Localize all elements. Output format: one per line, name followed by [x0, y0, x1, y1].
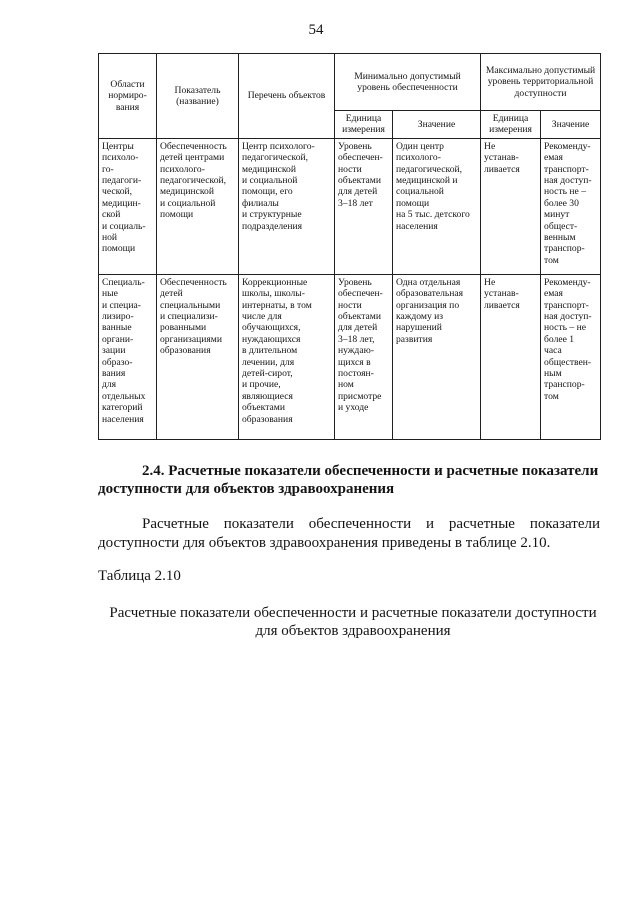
table-label: Таблица 2.10: [98, 568, 181, 584]
cell-text: Обеспеченность детей центрами психолого- педагогической, медицинской и социальной помощи: [160, 140, 227, 221]
cell-area: [99, 138, 157, 274]
cell-max-value: [541, 274, 601, 439]
header-max-unit: Единица измерения: [481, 111, 541, 139]
table-caption: Расчетные показатели обеспеченности и расчетные показатели доступности для объектов здравоохранения: [109, 605, 597, 639]
cell-text: Коррекционные школы, школы- интернаты, в том числе для обучающихся, нуждающихся в длительном лечении, для детей-сирот, и прочие, являющиеся объектами образования: [242, 276, 312, 425]
header-objects: Перечень объектов: [239, 54, 335, 139]
cell-text: Уровень обеспечен- ности объектами для детей 3–18 лет: [338, 140, 383, 209]
cell-objects: [239, 274, 335, 439]
cell-max-unit: [481, 274, 541, 439]
cell-text: Один центр психолого- педагогической, медицинской и социальной помощи на 5 тыс. детского населения: [396, 140, 470, 232]
cell-text: Не устанав- ливается: [484, 276, 520, 311]
cell-min-value: [393, 138, 481, 274]
cell-text: Одна отдельная образовательная организация по каждому из нарушений развития: [396, 276, 464, 345]
page-number: 54: [308, 22, 324, 38]
cell-indicator: [157, 138, 239, 274]
cell-text: Не устанав- ливается: [484, 140, 520, 175]
cell-min-value: [393, 274, 481, 439]
section-heading: 2.4. Расчетные показатели обеспеченности и расчетные показатели доступности для объектов здравоохранения: [98, 463, 599, 497]
header-min-group: Минимально допустимый уровень обеспеченности: [335, 54, 481, 111]
header-max-group: Максимально допустимый уровень территориальной доступности: [481, 54, 601, 111]
header-area: Области нормиро-вания: [99, 54, 157, 139]
cell-text: Рекоменду- емая транспорт- ная доступ- ность – не более 1 часа обществен- ным транспор- том: [544, 276, 592, 402]
cell-text: Обеспеченность детей специальными и специализи- рованными организациями образования: [160, 276, 227, 357]
cell-indicator: [157, 274, 239, 439]
table-header-row: [99, 54, 601, 111]
cell-min-unit: [335, 138, 393, 274]
table-row: [99, 274, 601, 439]
cell-area: [99, 274, 157, 439]
cell-text: Уровень обеспечен- ности объектами для детей 3–18 лет, нуждаю- щихся в постоян- ном присмотре и уходе: [338, 276, 383, 414]
cell-max-value: [541, 138, 601, 274]
norms-table: [98, 53, 601, 440]
header-min-unit: Единица измерения: [335, 111, 393, 139]
cell-text: Специаль- ные и специа- лизиро- ванные органи- зации образо- вания для отдельных категорий населения: [102, 276, 146, 425]
cell-max-unit: [481, 138, 541, 274]
cell-min-unit: [335, 274, 393, 439]
cell-text: Рекоменду- емая транспорт- ная доступ- ность не – более 30 минут общест- венным транспор- том: [544, 140, 592, 266]
header-indicator: Показатель (название): [157, 54, 239, 139]
body-paragraph: Расчетные показатели обеспеченности и расчетные показатели доступности для объектов здравоохранения приведены в таблице 2.10.: [98, 516, 600, 551]
cell-text: Центры психоло- го- педагоги- ческой, медицин- ской и социаль- ной помощи: [102, 140, 146, 255]
cell-text: Центр психолого- педагогической, медицинской и социальной помощи, его филиалы и структурные подразделения: [242, 140, 315, 232]
header-min-value: Значение: [393, 111, 481, 139]
table-row: [99, 138, 601, 274]
cell-objects: [239, 138, 335, 274]
header-max-value: Значение: [541, 111, 601, 139]
